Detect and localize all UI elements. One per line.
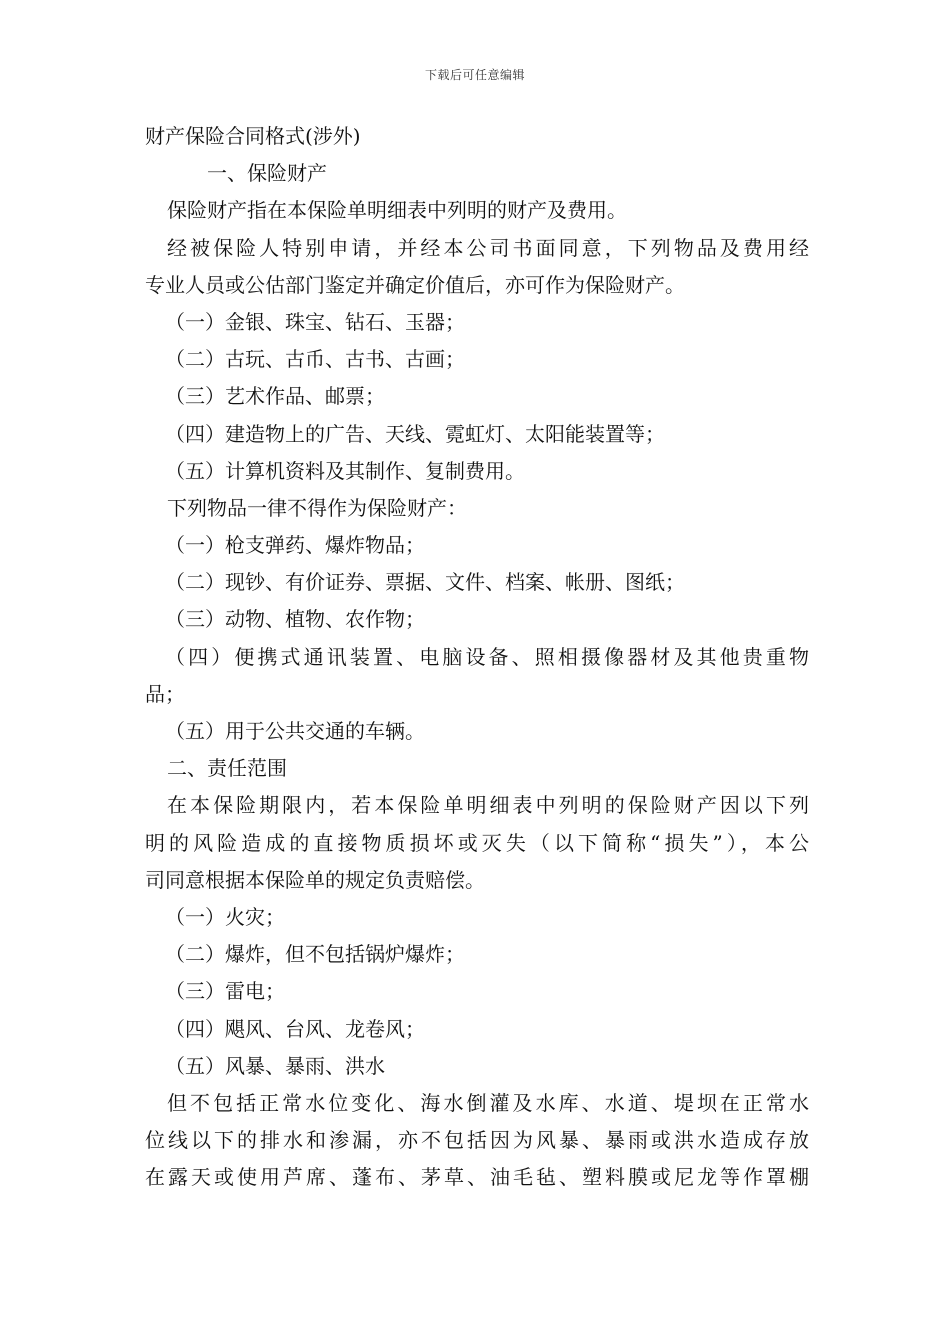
list-item: （五）计算机资料及其制作、复制费用。 <box>165 458 525 483</box>
document-body <box>145 118 809 1196</box>
paragraph-line: 司同意根据本保险单的规定负责赔偿。 <box>145 867 485 892</box>
list-item: （二）爆炸，但不包括锅炉爆炸； <box>165 942 465 967</box>
list-item: （一）金银、珠宝、钻石、玉器； <box>165 309 465 334</box>
paragraph-line: 经被保险人特别申请，并经本公司书面同意，下列物品及费用经 <box>167 235 809 260</box>
list-item: （五）用于公共交通的车辆。 <box>165 719 425 743</box>
list-item: （三）艺术作品、邮票； <box>165 384 385 409</box>
list-item-line: 品； <box>145 681 185 706</box>
section-heading-insured-property: 一、保险财产 <box>207 161 327 186</box>
paragraph-line: 但不包括正常水位变化、海水倒灌及水库、水道、堤坝在正常水 <box>167 1090 809 1115</box>
paragraph-line: 在本保险期限内，若本保险单明细表中列明的保险财产因以下列 <box>167 793 809 818</box>
page-header: 下载后可任意编辑 <box>424 68 525 82</box>
list-item: （二）现钞、有价证券、票据、文件、档案、帐册、图纸； <box>165 570 685 595</box>
list-item: （四）建造物上的广告、天线、霓虹灯、太阳能装置等； <box>165 421 665 446</box>
paragraph-line: 位线以下的排水和渗漏，亦不包括因为风暴、暴雨或洪水造成存放 <box>145 1128 809 1153</box>
paragraph-line: 专业人员或公估部门鉴定并确定价值后，亦可作为保险财产。 <box>145 272 685 297</box>
list-item: （三）雷电； <box>165 979 285 1004</box>
paragraph: 下列物品一律不得作为保险财产： <box>167 495 467 520</box>
paragraph-line: 在露天或使用芦席、蓬布、茅草、油毛毡、塑料膜或尼龙等作罩棚 <box>145 1165 809 1190</box>
list-item-line: （四）便携式通讯装置、电脑设备、照相摄像器材及其他贵重物 <box>165 644 809 669</box>
section-heading-coverage: 二、责任范围 <box>167 756 287 781</box>
list-item: （五）风暴、暴雨、洪水 <box>165 1053 385 1078</box>
document-title: 财产保险合同格式(涉外) <box>145 124 361 148</box>
list-item: （一）火灾； <box>165 904 285 929</box>
paragraph-line: 明的风险造成的直接物质损坏或灭失（以下简称“损失”），本公 <box>145 830 809 855</box>
paragraph: 保险财产指在本保险单明细表中列明的财产及费用。 <box>167 198 627 223</box>
list-item: （二）古玩、古币、古书、古画； <box>165 347 465 372</box>
list-item: （三）动物、植物、农作物； <box>165 607 425 632</box>
list-item: （四）飓风、台风、龙卷风； <box>165 1016 425 1041</box>
list-item: （一）枪支弹药、爆炸物品； <box>165 533 425 558</box>
